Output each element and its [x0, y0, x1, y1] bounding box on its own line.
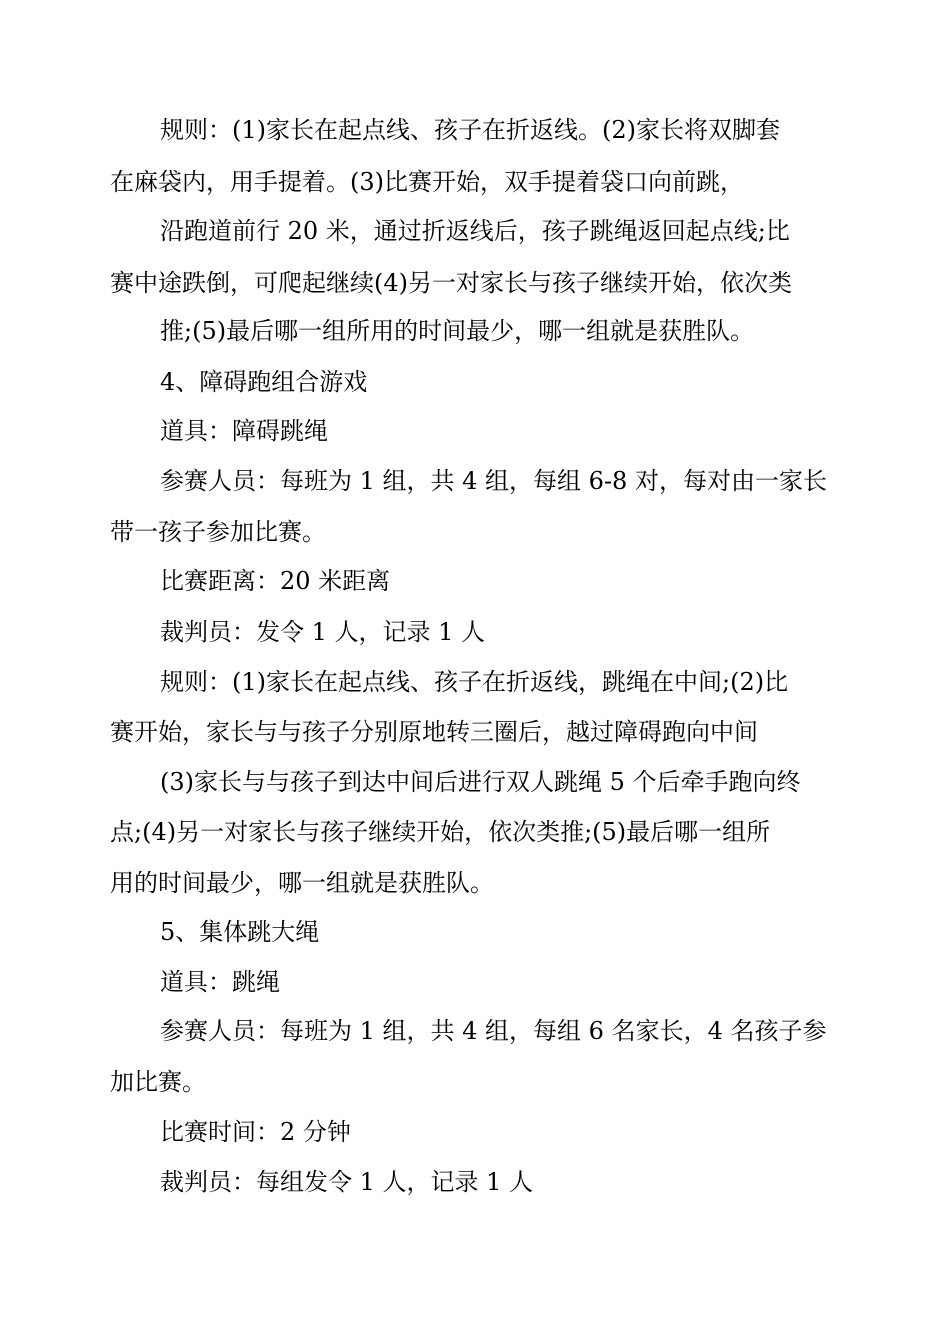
section-heading-4: 4、障碍跑组合游戏: [160, 368, 368, 396]
text-line-props-4: 道具：障碍跳绳: [160, 417, 328, 445]
text-line-duration-5: 比赛时间：2 分钟: [160, 1118, 351, 1146]
text-line-rules-3e: 推;(5)最后哪一组所用的时间最少，哪一组就是获胜队。: [160, 317, 755, 345]
text-line-participants-4b: 带一孩子参加比赛。: [110, 518, 326, 546]
text-line-rules-3c: 沿跑道前行 20 米，通过折返线后，孩子跳绳返回起点线;比: [160, 217, 790, 245]
text-line-distance-4: 比赛距离：20 米距离: [160, 567, 391, 595]
text-line-rules-4b: 赛开始，家长与与孩子分别原地转三圈后，越过障碍跑向中间: [110, 718, 758, 746]
text-line-props-5: 道具：跳绳: [160, 968, 280, 996]
text-line-rules-3d: 赛中途跌倒，可爬起继续(4)另一对家长与孩子继续开始，依次类: [110, 269, 792, 297]
text-line-participants-5b: 加比赛。: [110, 1068, 206, 1096]
text-line-participants-4a: 参赛人员：每班为 1 组，共 4 组，每组 6-8 对，每对由一家长: [160, 467, 827, 495]
text-line-participants-5a: 参赛人员：每班为 1 组，共 4 组，每组 6 名家长，4 名孩子参: [160, 1017, 827, 1045]
text-line-referee-4: 裁判员：发令 1 人，记录 1 人: [160, 618, 486, 646]
text-line-rules-4c: (3)家长与与孩子到达中间后进行双人跳绳 5 个后牵手跑向终: [160, 768, 801, 796]
text-line-rules-4a: 规则：(1)家长在起点线、孩子在折返线，跳绳在中间;(2)比: [160, 668, 789, 696]
text-line-rules-4e: 用的时间最少，哪一组就是获胜队。: [110, 869, 494, 897]
text-line-rules-3b: 在麻袋内，用手提着。(3)比赛开始，双手提着袋口向前跳，: [110, 168, 744, 196]
text-line-rules-4d: 点;(4)另一对家长与孩子继续开始，依次类推;(5)最后哪一组所: [110, 818, 771, 846]
text-line-referee-5: 裁判员：每组发令 1 人，记录 1 人: [160, 1168, 534, 1196]
text-line-rules-3a: 规则：(1)家长在起点线、孩子在折返线。(2)家长将双脚套: [160, 116, 780, 144]
section-heading-5: 5、集体跳大绳: [160, 918, 320, 946]
